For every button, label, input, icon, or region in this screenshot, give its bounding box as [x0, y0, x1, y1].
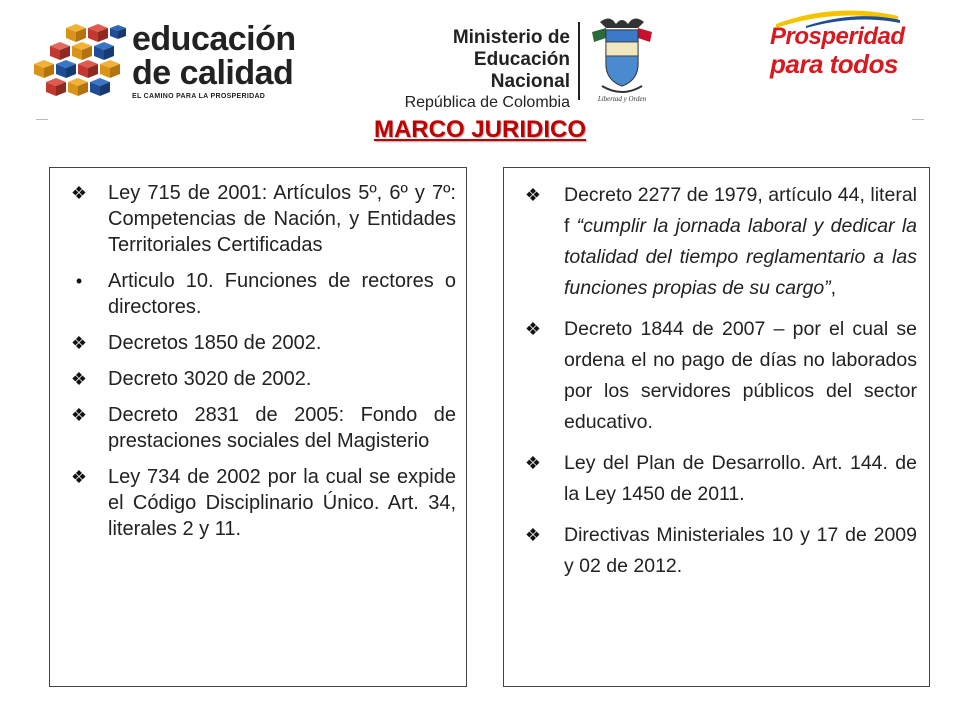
list-item	[50, 464, 456, 542]
header	[0, 0, 960, 110]
coat-of-arms-icon	[586, 14, 658, 106]
left-content-box	[49, 167, 467, 687]
list-item-quote: “cumplir la jornada laboral y dedicar la totalidad del tiempo reglamentario a las funciones propias de su cargo”	[564, 215, 917, 299]
diamond-bullet-icon: ❖	[70, 369, 88, 389]
list-item-text: Ley 734 de 2002 por la cual se expide el Código Disciplinario Único. Art. 34, literales 2 y 11.	[108, 466, 456, 540]
ministry-divider	[578, 22, 580, 100]
list-item	[50, 180, 456, 258]
diamond-bullet-icon: ❖	[70, 467, 88, 487]
diamond-bullet-icon: ❖	[70, 405, 88, 425]
list-item-text: Articulo 10. Funciones de rectores o directores.	[108, 270, 456, 318]
list-item-text: Directivas Ministeriales 10 y 17 de 2009 y 02 de 2012.	[564, 524, 917, 577]
list-item-text: Ley 715 de 2001: Artículos 5º, 6º y 7º: Competencias de Nación, y Entidades Territoriales Certificadas	[108, 182, 456, 256]
left-legal-list	[50, 168, 466, 542]
flag-swoosh-icon	[766, 6, 906, 28]
diamond-bullet-icon: ❖	[70, 333, 88, 353]
ministry-line1: Ministerio de	[452, 27, 570, 48]
ministry-line2: Educación Nacional	[473, 49, 570, 92]
list-item	[504, 314, 917, 438]
list-item	[504, 520, 917, 582]
list-item	[504, 448, 917, 510]
list-item-text: Decreto 2831 de 2005: Fondo de prestaciones sociales del Magisterio	[108, 404, 456, 452]
diamond-bullet-icon: ❖	[524, 525, 542, 545]
list-item	[50, 330, 456, 356]
edu-logo-line2: de calidad	[132, 54, 294, 92]
list-item	[50, 268, 456, 320]
list-item-tail: ,	[830, 277, 837, 299]
list-item	[504, 180, 917, 304]
list-item-text: Decreto 2277 de 1979, artículo 44, literal f	[564, 184, 917, 237]
diamond-bullet-icon: ❖	[524, 185, 542, 205]
list-item-text: Ley del Plan de Desarrollo. Art. 144. de la Ley 1450 de 2011.	[564, 452, 917, 505]
ministry-line3: República de Colombia	[404, 94, 570, 111]
right-legal-list	[504, 168, 929, 582]
list-item-text: Decreto 1844 de 2007 – por el cual se ordena el no pago de días no laborados por los servidores públicos del sector educativo.	[564, 318, 917, 433]
educacion-de-calidad-logo	[30, 20, 300, 100]
list-item-text: Decreto 3020 de 2002.	[108, 368, 312, 390]
dot-bullet-icon: •	[75, 271, 83, 291]
edu-logo-tagline: EL CAMINO PARA LA PROSPERIDAD	[132, 93, 266, 100]
prosperity-line1: Prosperidad	[770, 23, 905, 50]
prosperidad-logo	[770, 24, 910, 94]
diamond-bullet-icon: ❖	[70, 183, 88, 203]
educacion-wordmark	[132, 22, 296, 100]
ministerio-logo	[395, 27, 570, 111]
list-item	[50, 366, 456, 392]
diamond-bullet-icon: ❖	[524, 453, 542, 473]
list-item-text: Decretos 1850 de 2002.	[108, 332, 322, 354]
right-content-box	[503, 167, 930, 687]
prosperity-line2: para todos	[770, 49, 898, 79]
coat-of-arms-caption: Libertad y Orden	[597, 95, 647, 103]
slide-title: MARCO JURIDICO	[373, 116, 586, 143]
list-item	[50, 402, 456, 454]
diamond-bullet-icon: ❖	[524, 319, 542, 339]
cube-mosaic-icon	[30, 24, 128, 100]
edu-logo-line1: educación	[132, 20, 296, 58]
